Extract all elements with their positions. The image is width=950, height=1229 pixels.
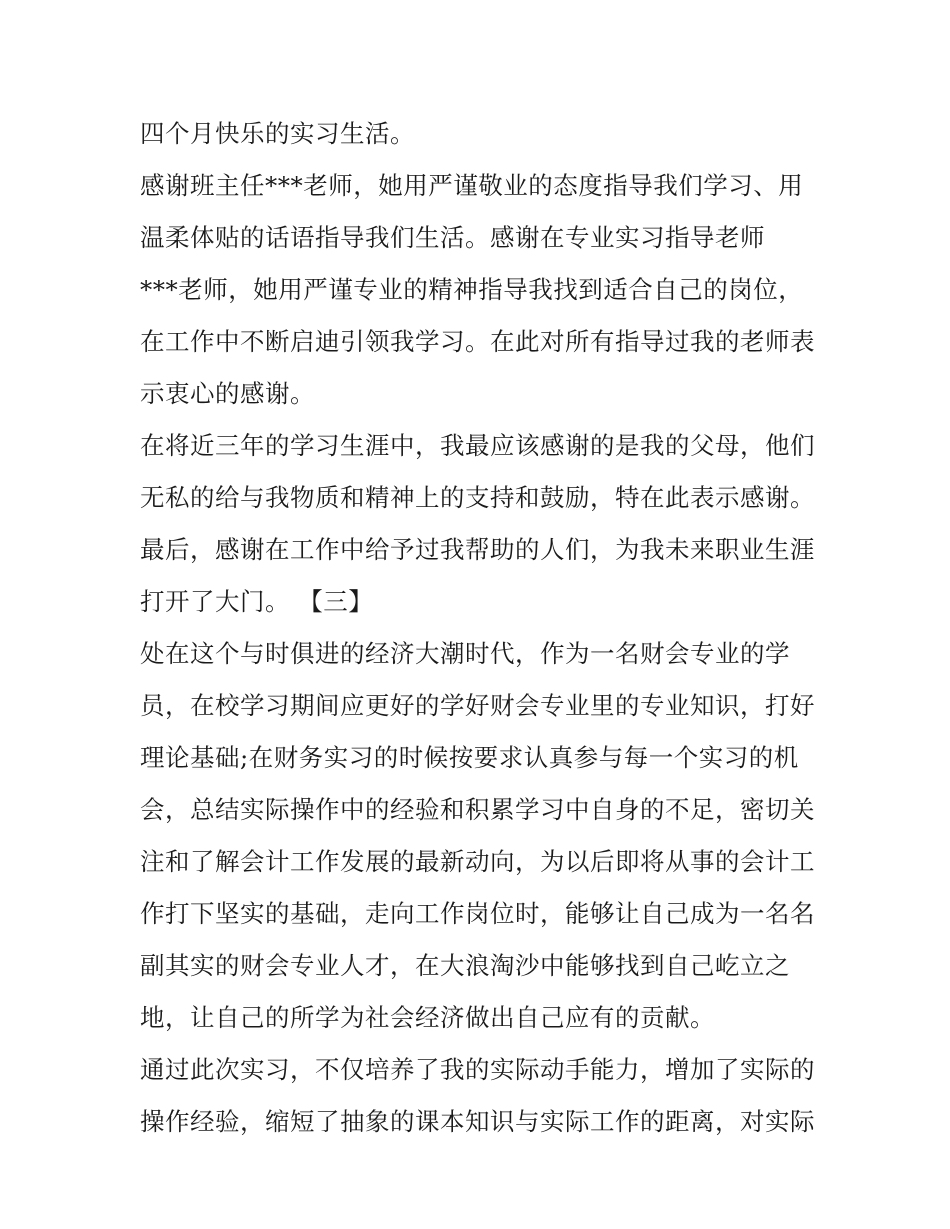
text-line: 理论基础;在财务实习的时候按要求认真参与每一个实习的机	[140, 743, 799, 772]
text-line: 会，总结实际操作中的经验和积累学习中自身的不足，密切关	[140, 795, 815, 824]
text-line: 感谢班主任***老师，她用严谨敬业的态度指导我们学习、用	[140, 171, 804, 200]
text-line: 最后，感谢在工作中给予过我帮助的人们，为我未来职业生涯	[140, 535, 815, 564]
text-line: 地，让自己的所学为社会经济做出自己应有的贡献。	[140, 1003, 715, 1032]
body-text	[140, 108, 820, 1148]
text-line: 温柔体贴的话语指导我们生活。感谢在专业实习指导老师	[140, 223, 765, 252]
text-line: 作打下坚实的基础，走向工作岗位时，能够让自己成为一名名	[140, 899, 815, 928]
text-line: 四个月快乐的实习生活。	[140, 119, 415, 148]
text-line: 副其实的财会专业人才，在大浪淘沙中能够找到自己屹立之	[140, 951, 790, 980]
text-line: 无私的给与我物质和精神上的支持和鼓励，特在此表示感谢。	[140, 483, 815, 512]
text-line: 操作经验，缩短了抽象的课本知识与实际工作的距离，对实际	[140, 1107, 815, 1136]
text-line: 注和了解会计工作发展的最新动向，为以后即将从事的会计工	[140, 847, 815, 876]
text-line: 在工作中不断启迪引领我学习。在此对所有指导过我的老师表	[140, 327, 815, 356]
text-line: 在将近三年的学习生涯中，我最应该感谢的是我的父母，他们	[140, 431, 815, 460]
text-line: 打开了大门。 【三】	[140, 587, 374, 616]
text-line: ***老师，她用严谨专业的精神指导我找到适合自己的岗位，	[140, 275, 804, 304]
text-line: 示衷心的感谢。	[140, 379, 315, 408]
text-line: 通过此次实习，不仅培养了我的实际动手能力，增加了实际的	[140, 1055, 815, 1084]
text-line: 处在这个与时俱进的经济大潮时代，作为一名财会专业的学	[140, 639, 790, 668]
text-line: 员，在校学习期间应更好的学好财会专业里的专业知识，打好	[140, 691, 815, 720]
